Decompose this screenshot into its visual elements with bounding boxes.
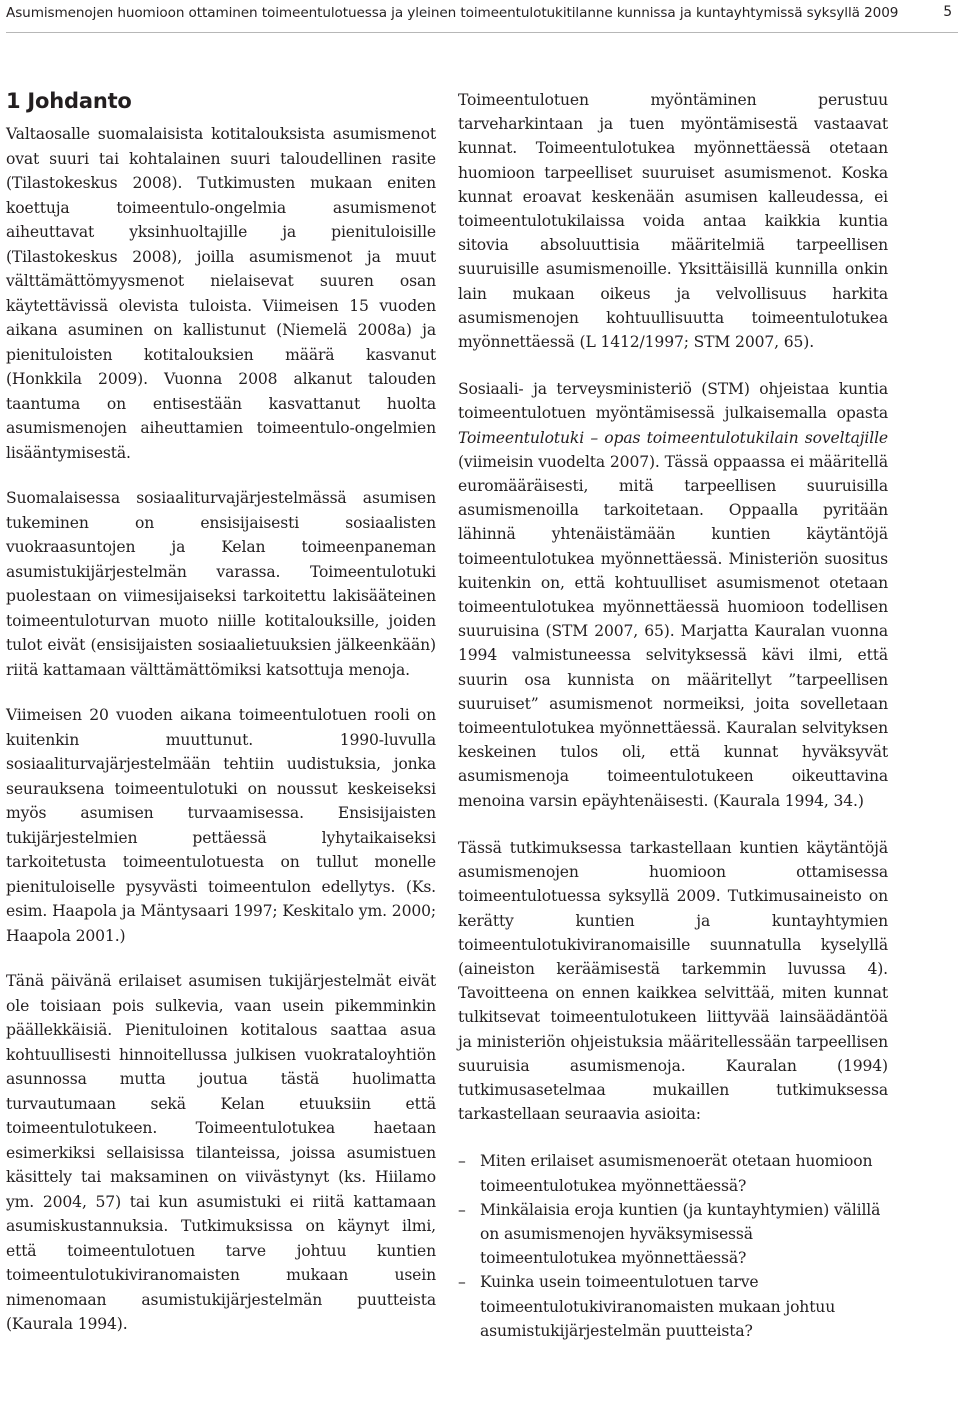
list-item (458, 1149, 888, 1197)
right-column (458, 88, 888, 1343)
paragraph-social-security: Suomalaisessa sosiaaliturvajärjestelmässä asumisen tukeminen on ensisijaisesti sosiaalisten vuokraasuntojen ja Kelan toimeenpaneman asumistukijärjestelmän varassa. Toimeentulotuki puolestaan on viimesijaiseksi tarkoitettu lakisääteinen toimeentuloturvan muoto niille kotitalouksille, joiden tulot eivät (ensisijaisten sosiaalietuuksien jälkeenkään) riitä kattamaan välttämättömiksi katsottuja menoja. (6, 489, 436, 679)
chapter-number: 1 (6, 89, 21, 113)
research-questions (458, 1149, 888, 1343)
left-column (6, 88, 436, 1358)
paragraph-stm-guidance (458, 377, 888, 813)
chapter-title: Johdanto (27, 89, 132, 113)
list-item (458, 1198, 888, 1271)
chapter-heading (6, 88, 436, 114)
paragraph-needs-assessment: Toimeentulotuen myöntäminen perustuu tarveharkintaan ja tuen myöntämisestä vastaavat kunnat. Toimeentulotukea myönnettäessä otetaan huomioon tarpeelliset suuruiset asumismenot. Koska kunnat eroavat keskenään asumisen kalleudessa, ei toimeentulotukilaissa voida antaa kaikkia kuntia sitovia absoluuttisia määritelmiä tarpeellisen suuruisille asumismenoille. Yksittäisillä kunnilla onkin lain mukaan oikeus ja velvollisuus harkita asumismenojen kohtuullisuutta toimeentulotukea myönnettäessä (L 1412/1997; STM 2007, 65). (458, 91, 888, 352)
page-number: 5 (943, 4, 952, 20)
running-header (6, 0, 958, 33)
paragraph-study-aims: Tässä tutkimuksessa tarkastellaan kuntien käytäntöjä asumismenojen huomioon ottamisessa toimeentulotuessa syksyllä 2009. Tutkimusaineisto on kerätty kuntien ja kuntayhtymien toimeentulotukiviranomaisille suunnatulla kyselyllä (aineiston keräämisestä tarkemmin luvussa 4). Tavoitteena on ennen kaikkea selvittää, miten kunnat tulkitsevat toimeentulotukeen liittyvää lainsäädäntöä ja ministeriön ohjeistuksia määritellessään tarpeellisen suuruisia asumismenoja. Kauralan (1994) tutkimusasetelmaa mukaillen tutkimuksessa tarkastellaan seuraavia asioita: (458, 838, 888, 1124)
paragraph-role-change: Viimeisen 20 vuoden aikana toimeentulotuen rooli on kuitenkin muuttunut. 1990-luvulla sosiaaliturvajärjestelmään tehtiin uudistuksia, jonka seurauksena toimeentulotuki on noussut keskeiseksi myös asumisen turvaamisessa. Ensisijaisten tukijärjestelmien pettäessä lyhytaikaiseksi tarkoitetusta toimeentulotuesta on tullut monelle pienituloiselle pysyvästi toimeentulon edellytys. (Ks. esim. Haapola ja Mäntysaari 1997; Keskitalo ym. 2000; Haapola 2001.) (6, 706, 436, 945)
list-item (458, 1270, 888, 1343)
question-text: Kuinka usein toimeentulotuen tarve toimeentulotukiviranomaisten mukaan johtuu asumistukijärjestelmän puutteista? (480, 1273, 836, 1340)
guide-title: Toimeentulotuki – opas toimeentulotukilain soveltajille (458, 428, 888, 447)
paragraph-housing-costs: Valtaosalle suomalaisista kotitalouksista asumismenot ovat suuri tai kohtalainen suuri taloudellinen rasite (Tilastokeskus 2008). Tutkimusten mukaan eniten koettuja toimeentulo-ongelmia asumismenot aiheuttavat yksinhuoltajille ja pienituloisille (Tilastokeskus 2008), joilla asumismenot ja muut välttämättömyysmenot nielaisevat suuren osan käytettävissä olevista tuloista. Viimeisen 15 vuoden aikana asuminen on kallistunut (Niemelä 2008a) ja pienituloisten kotitalouksien määrä kasvanut (Honkkila 2009). Vuonna 2008 alkanut talouden taantuma on entisestään kasvattanut huolta asumismenojen aiheuttamien toimeentulo-ongelmien lisääntymisestä. (6, 125, 436, 462)
question-text: Miten erilaiset asumismenoerät otetaan huomioon toimeentulotukea myönnettäessä? (480, 1152, 873, 1195)
running-title: Asumismenojen huomioon ottaminen toimeentulotuessa ja yleinen toimeentulotukitilanne kunnissa ja kuntayhtymissä syksyllä 2009 (6, 5, 899, 21)
dash-marker: – (458, 1273, 466, 1292)
guidance-text-start: Sosiaali- ja terveysministeriö (STM) ohjeistaa kuntia toimeentulotuen myöntämisessä julkaisemalla opasta (458, 380, 888, 423)
guidance-text-end: (viimeisin vuodelta 2007). Tässä oppaassa ei määritellä euromääräisesti, mitä tarpeellisen suuruisilla asumismenoilla tarkoitetaan. Oppaalla pyritään lähinnä yhtenäistämään kuntien käytäntöjä toimeentulotukea myönnettäessä. Ministeriön suositus kuitenkin on, että kohtuulliset asumismenot otetaan toimeentulotukea myönnettäessä huomioon todellisen suuruisina (STM 2007, 65). Marjatta Kauralan vuonna 1994 valmistuneessa selvityksessä kävi ilmi, että suurin osa kunnista on määritellyt ”tarpeellisen suuruiset” asumismenot normeiksi, joita sovelletaan toimeentulotukea myönnettäessä. Kauralan selvityksen keskeinen tulos oli, että kunnat hyväksyvät asumismenoja toimeentulotukeen oikeuttavina menoina varsin epäyhtenäisesti. (Kaurala 1994, 34.) (458, 452, 888, 810)
paragraph-overlapping-support: Tänä päivänä erilaiset asumisen tukijärjestelmät eivät ole toisiaan pois sulkevia, vaan usein pikemminkin päällekkäisiä. Pienituloinen kotitalous saattaa asua kohtuullisesti hinnoitellussa julkisen vuokrataloyhtiön asunnossa mutta joutua tästä huolimatta turvautumaan sekä Kelan etuuksiin että toimeentulotukeen. Toimeentulotukea haetaan esimerkiksi sellaisissa tilanteissa, joissa asumistuen käsittely tai maksaminen on viivästynyt (ks. Hiilamo ym. 2004, 57) tai kun asumistuki ei riitä kattamaan asumiskustannuksia. Tutkimuksissa on käynyt ilmi, että toimeentulotuen tarve johtuu kuntien toimeentulotukiviranomaisten mukaan usein nimenomaan asumistukijärjestelmän puutteista (Kaurala 1994). (6, 972, 436, 1333)
dash-marker: – (458, 1152, 466, 1171)
question-text: Minkälaisia eroja kuntien (ja kuntayhtymien) välillä on asumismenojen hyväksymisessä toimeentulotukea myönnettäessä? (480, 1200, 881, 1268)
dash-marker: – (458, 1200, 466, 1219)
